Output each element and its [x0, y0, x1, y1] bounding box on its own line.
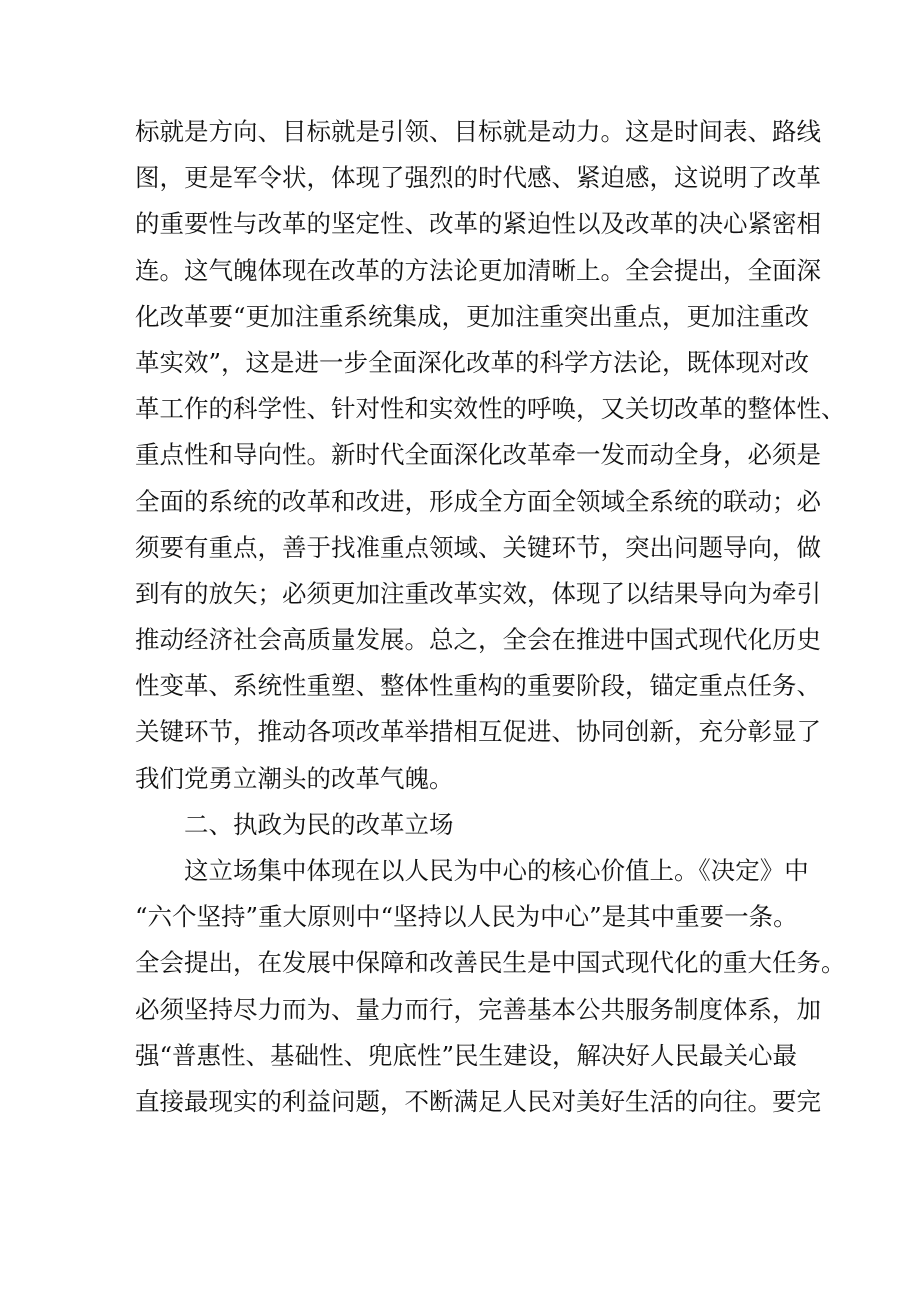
paragraph-line: 这立场集中体现在以人民为中心的核心价值上。《决定》中 [184, 856, 809, 885]
paragraph-line: 强“普惠性、基础性、兜底性”民生建设，解决好人民最关心最 [135, 1040, 798, 1070]
paragraph-line: 关键环节，推动各项改革举措相互促进、协同创新，充分彰显了 [135, 717, 821, 747]
paragraph-line: 图，更是军令状，体现了强烈的时代感、紧迫感，这说明了改革 [135, 163, 821, 193]
paragraph-line: 须要有重点，善于找准重点领域、关键环节，突出问题导向，做 [135, 532, 821, 562]
paragraph-line: 革实效”，这是进一步全面深化改革的科学方法论，既体现对改 [135, 347, 810, 377]
paragraph-line: 化改革要“更加注重系统集成，更加注重突出重点，更加注重改 [135, 301, 810, 331]
paragraph-line: 连。这气魄体现在改革的方法论更加清晰上。全会提出，全面深 [135, 255, 821, 285]
paragraph-line: 必须坚持尽力而为、量力而行，完善基本公共服务制度体系，加 [135, 994, 821, 1024]
paragraph-line: 标就是方向、目标就是引领、目标就是动力。这是时间表、路线 [135, 117, 821, 146]
document-body [135, 109, 846, 1125]
paragraph-line: 性变革、系统性重塑、整体性重构的重要阶段，锚定重点任务、 [135, 671, 821, 701]
paragraph-line: 革工作的科学性、针对性和实效性的呼唤，又关切改革的整体性、 [135, 394, 846, 424]
paragraph-line: 我们党勇立潮头的改革气魄。 [135, 763, 454, 793]
paragraph-line: “六个坚持”重大原则中“坚持以人民为中心”是其中重要一条。 [135, 902, 798, 932]
paragraph-line: 全面的系统的改革和改进，形成全方面全领域全系统的联动；必 [135, 486, 821, 516]
paragraph-line: 的重要性与改革的坚定性、改革的紧迫性以及改革的决心紧密相 [135, 209, 821, 239]
paragraph-line: 到有的放矢；必须更加注重改革实效，体现了以结果导向为牵引 [135, 578, 821, 608]
section-heading: 二、执政为民的改革立场 [184, 809, 454, 839]
paragraph-line: 直接最现实的利益问题，不断满足人民对美好生活的向往。要完 [135, 1086, 821, 1116]
paragraph-line: 重点性和导向性。新时代全面深化改革牵一发而动全身，必须是 [135, 440, 821, 470]
paragraph-line: 推动经济社会高质量发展。总之，全会在推进中国式现代化历史 [135, 625, 821, 655]
paragraph-line: 全会提出，在发展中保障和改善民生是中国式现代化的重大任务。 [135, 948, 846, 978]
